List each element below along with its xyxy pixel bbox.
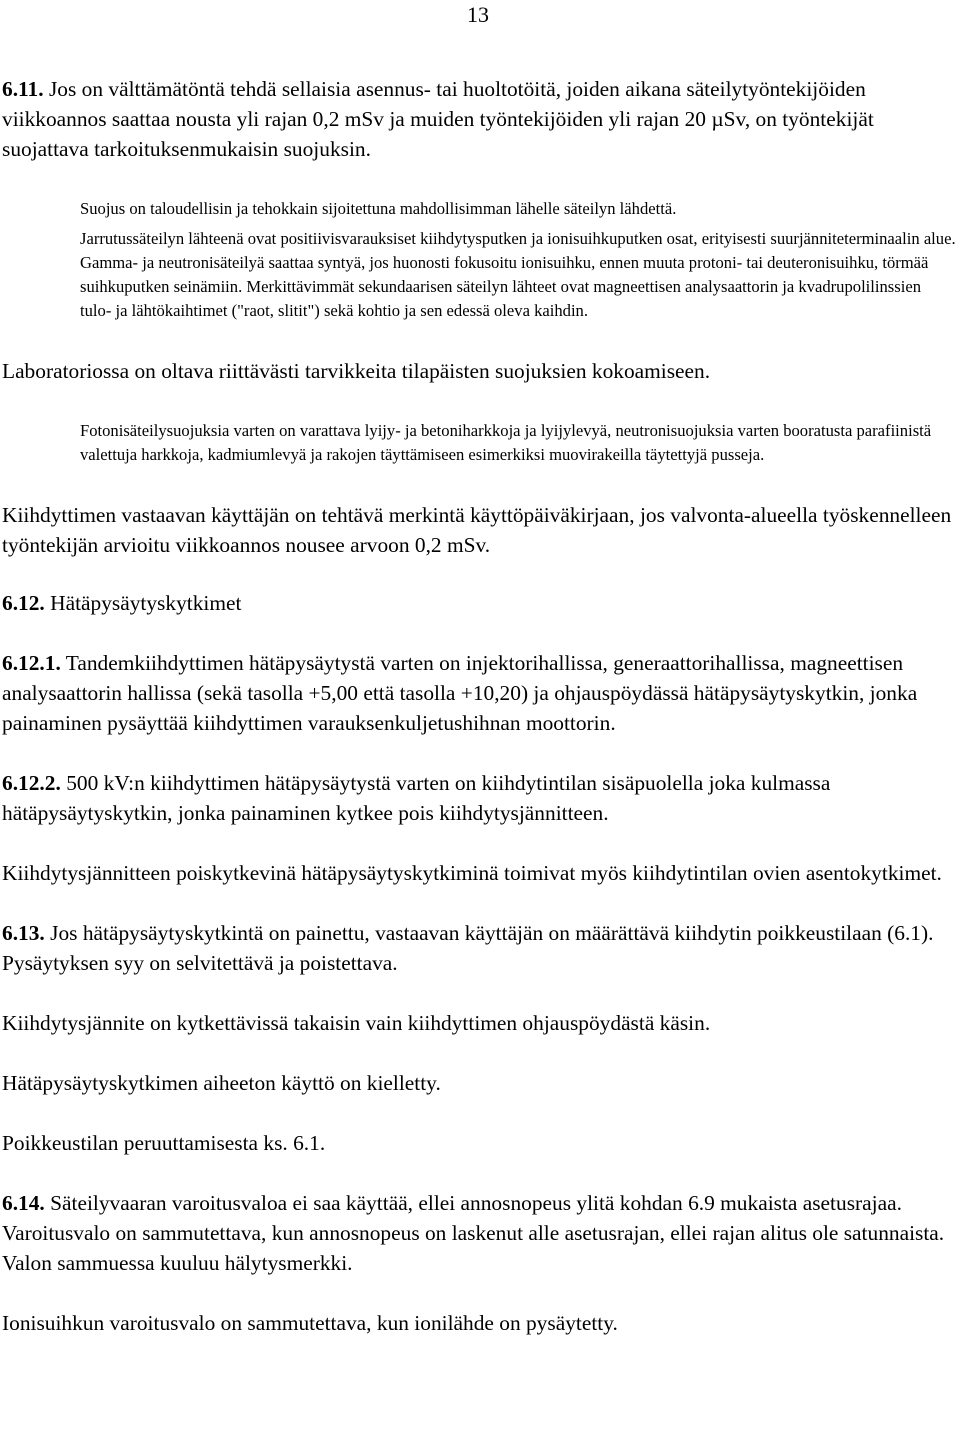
- section-text: Tandemkiihdyttimen hätäpysäytystä varten on injektorihallissa, generaattorihallissa, magneettisen analysaattorin hallissa (sekä tasolla +5,00 että tasolla +10,20) ja ohjauspöydässä hätäpysäytyskytkin, jonka painaminen pysäyttää kiihdyttimen varauksenkuljetushihnan moottorin.: [2, 651, 918, 735]
- section-6-14: [2, 1188, 956, 1278]
- section-text: Jos on välttämätöntä tehdä sellaisia asennus- tai huoltotöitä, joiden aikana säteilytyöntekijöiden viikkoannos saattaa nousta yli rajan 0,2 mSv ja muiden työntekijöiden yli rajan 20 µSv, on työntekijät suojattava tarkoituksenmukaisin suojuksin.: [2, 77, 874, 161]
- paragraph-lab-supplies: Laboratoriossa on oltava riittävästi tarvikkeita tilapäisten suojuksien kokoamiseen.: [2, 359, 711, 383]
- explanatory-note-materials: [2, 419, 956, 467]
- section-6-13: [2, 918, 956, 978]
- section-6-12-2: [2, 768, 956, 828]
- section-number: 6.11.: [2, 77, 44, 101]
- section-text: Säteilyvaaran varoitusvaloa ei saa käyttää, ellei annosnopeus ylitä kohdan 6.9 mukaista asetusrajaa. Varoitusvalo on sammutettava, kun annosnopeus on laskenut alle asetusrajan, ellei rajan alitus ole satunnaista. Valon sammuessa kuuluu hälytysmerkki.: [2, 1191, 945, 1275]
- section-title: Hätäpysäytyskytkimet: [50, 591, 242, 615]
- section-number: 6.12.2.: [2, 771, 61, 795]
- section-number: 6.14.: [2, 1191, 45, 1215]
- paragraph-misuse: Hätäpysäytyskytkimen aiheeton käyttö on kielletty.: [2, 1071, 441, 1095]
- section-text: 500 kV:n kiihdyttimen hätäpysäytystä varten on kiihdytintilan sisäpuolella joka kulmassa hätäpysäytyskytkin, jonka painaminen kytkee pois kiihdytysjännitteen.: [2, 771, 831, 825]
- section-number: 6.12.1.: [2, 651, 61, 675]
- section-6-11: [2, 74, 956, 164]
- page-number: 13: [467, 2, 489, 27]
- paragraph-reconnect: Kiihdytysjännite on kytkettävissä takaisin vain kiihdyttimen ohjauspöydästä käsin.: [2, 1011, 711, 1035]
- paragraph-user-duty: Kiihdyttimen vastaavan käyttäjän on tehtävä merkintä käyttöpäiväkirjaan, jos valvonta-alueella työskennelleen työntekijän arvioitu viikkoannos nousee arvoon 0,2 mSv.: [2, 503, 952, 557]
- section-number: 6.12.: [2, 591, 45, 615]
- section-number: 6.13.: [2, 921, 45, 945]
- section-text: Jos hätäpysäytyskytkintä on painettu, vastaavan käyttäjän on määrättävä kiihdytin poikkeustilaan (6.1). Pysäytyksen syy on selvitettävä ja poistettava.: [2, 921, 934, 975]
- explanatory-note-block: [2, 197, 956, 323]
- note-shield-materials: Fotonisäteilysuojuksia varten on varattava lyijy- ja betoniharkkoja ja lyijylevyä, neutronisuojuksia varten booratusta parafiinistä valettuja harkkoja, kadmiumlevyä ja rakojen täyttämiseen esimerkiksi muovirakeilla täytettyjä pusseja.: [80, 421, 932, 464]
- note-radiation-sources: Jarrutussäteilyn lähteenä ovat positiivisvarauksiset kiihdytysputken ja ionisuihkuputken osat, erityisesti suurjänniteterminaalin alue. Gamma- ja neutronisäteilyä saattaa syntyä, jos huonosti fokusoitu ionisuihku, ennen muuta protoni- tai deuteronisuihku, törmää suihkuputken seinämiin. Merkittävimmät sekundaarisen säteilyn lähteet ovat magneettisen analysaattorin ja kvadrupolilinssien tulo- ja lähtökaihtimet ("raot, slitit") sekä kohtio ja sen edessä oleva kaihdin.: [80, 229, 956, 320]
- section-6-12-heading: [2, 588, 956, 618]
- paragraph-ion-beam-warning: Ionisuihkun varoitusvalo on sammutettava, kun ionilähde on pysäytetty.: [2, 1311, 618, 1335]
- section-6-12-1: [2, 648, 956, 738]
- paragraph-cancel-reference: Poikkeustilan peruuttamisesta ks. 6.1.: [2, 1131, 326, 1155]
- note-shield-placement: Suojus on taloudellisin ja tehokkain sijoitettuna mahdollisimman lähelle säteilyn lähdettä.: [80, 199, 677, 218]
- document-body: [0, 74, 960, 1338]
- paragraph-door-switches: Kiihdytysjännitteen poiskytkevinä hätäpysäytyskytkiminä toimivat myös kiihdytintilan ovien asentokytkimet.: [2, 861, 942, 885]
